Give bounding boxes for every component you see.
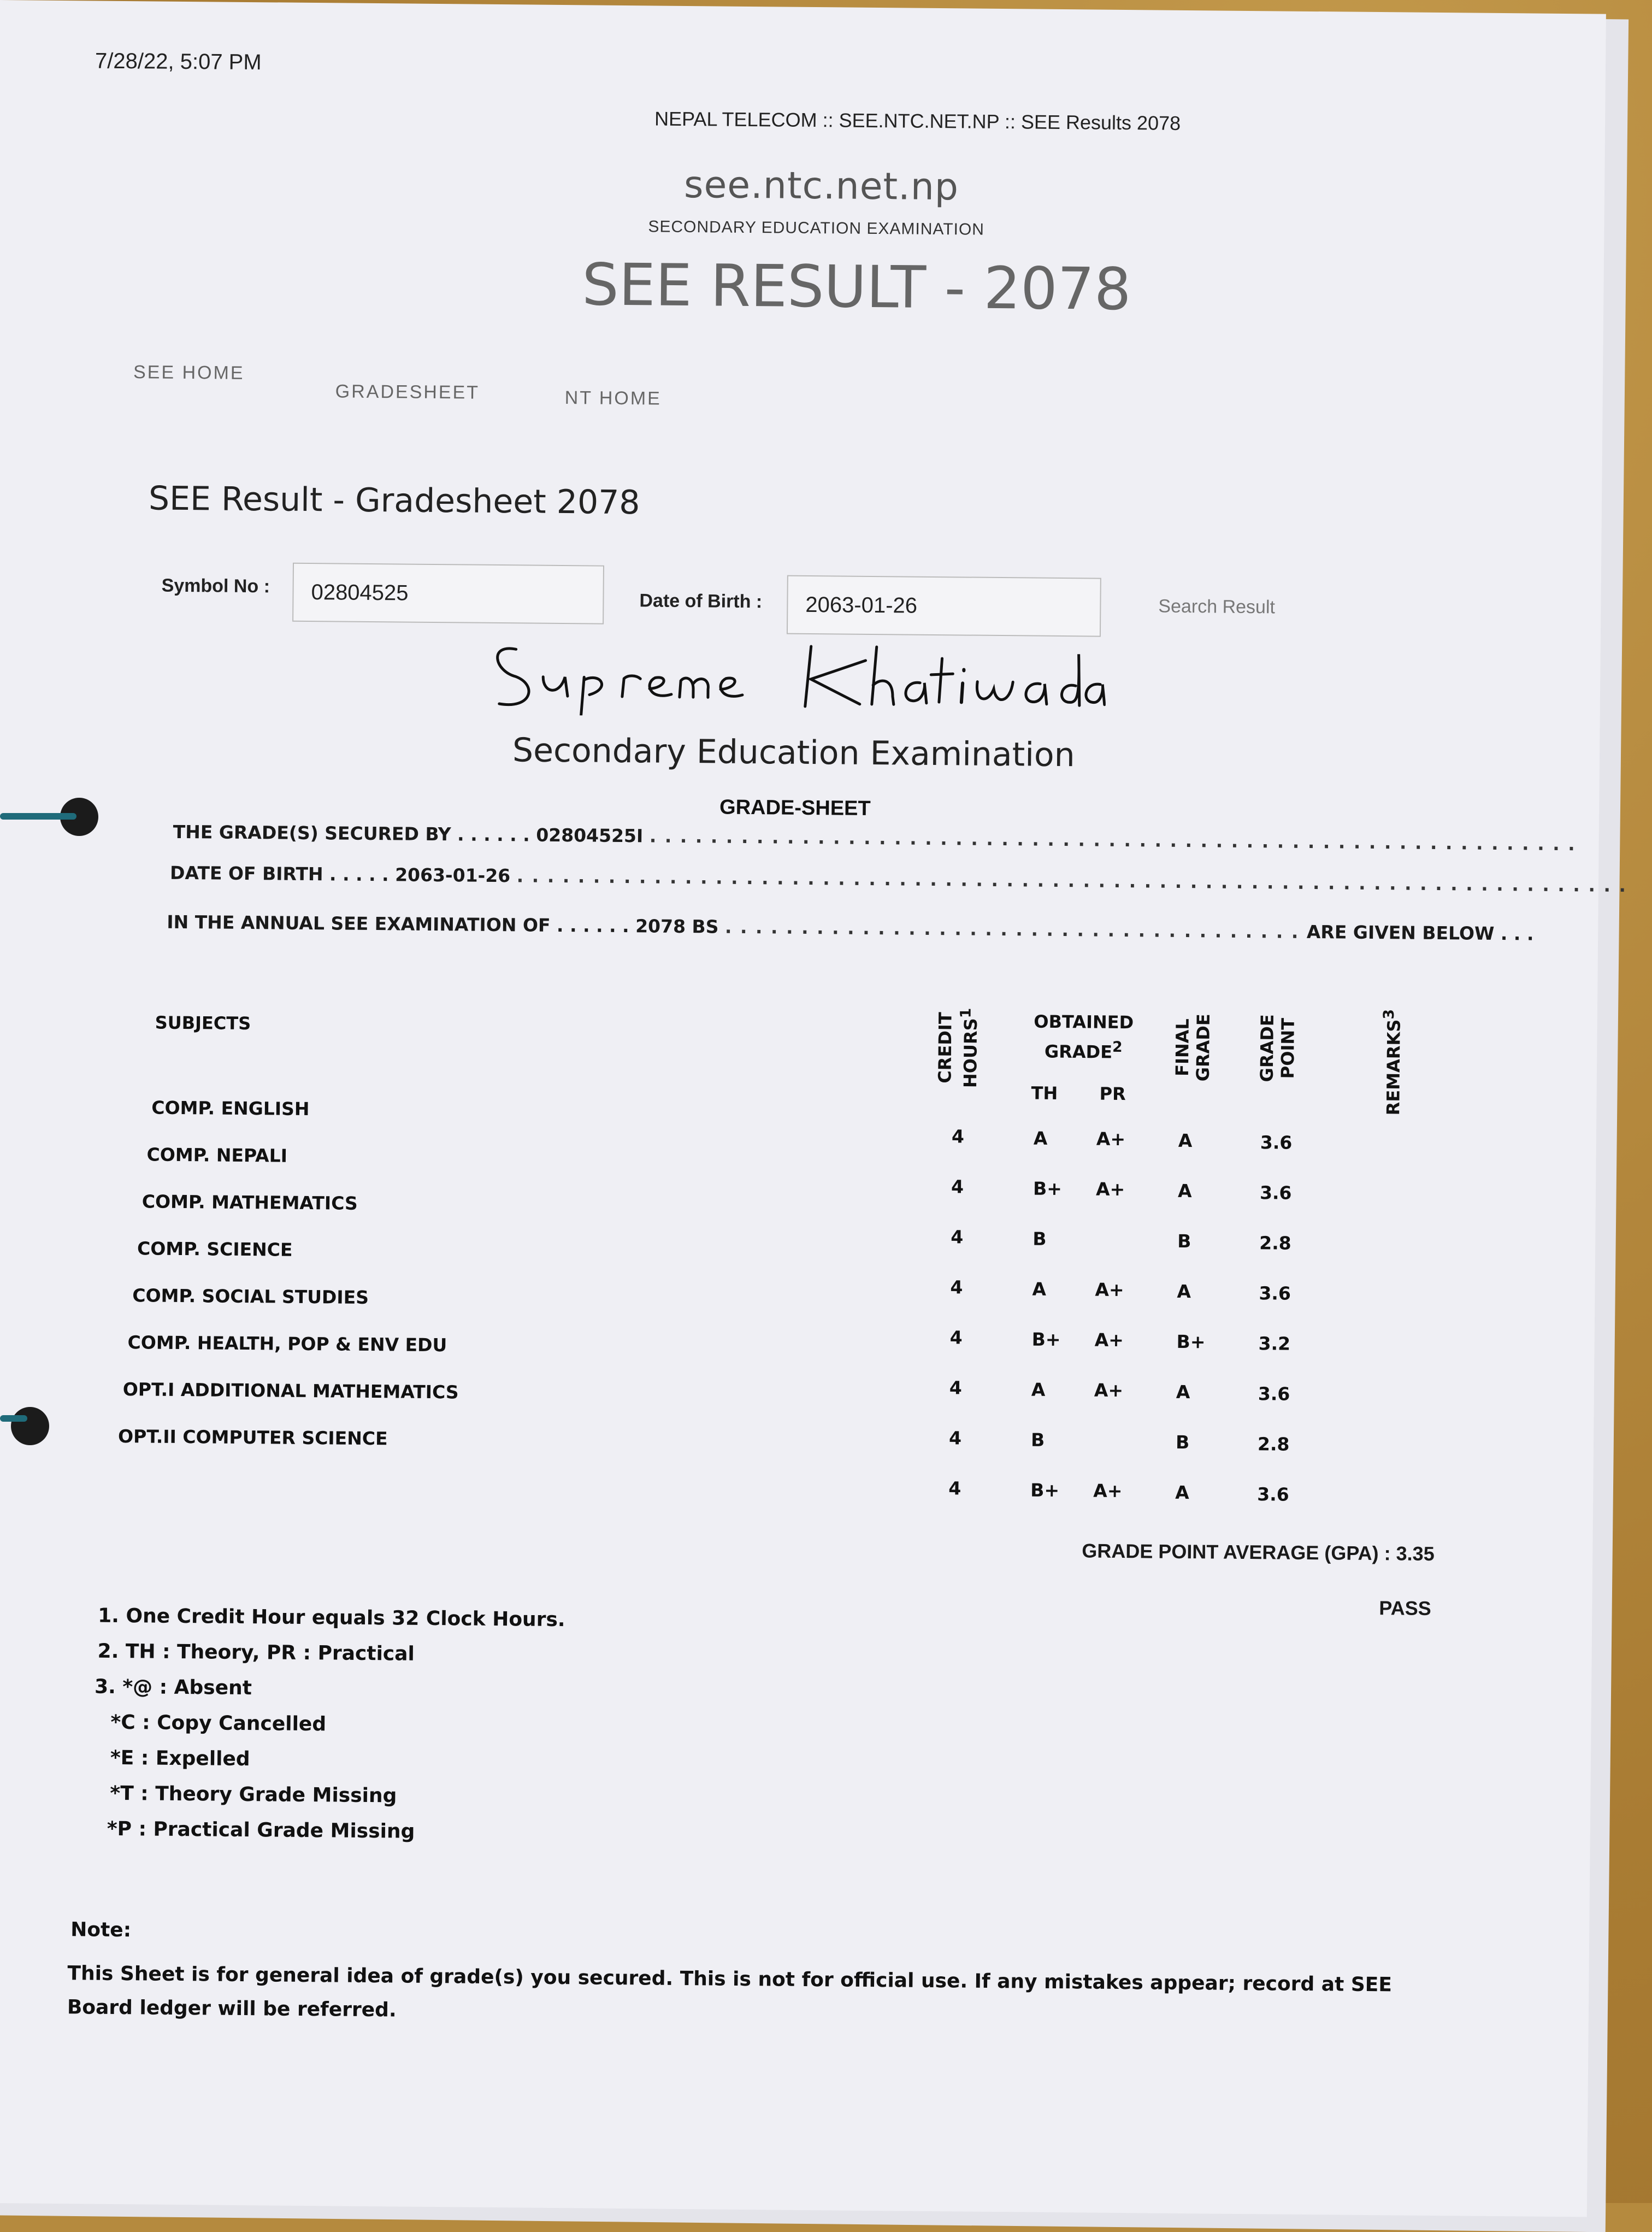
annual-exam-line	[167, 911, 1534, 945]
cell-subject: OPT.II COMPUTER SCIENCE	[117, 1425, 388, 1450]
cell-credit: 4	[948, 1477, 961, 1499]
cell-th: B+	[1032, 1177, 1063, 1200]
col-final-line1: FINAL	[1171, 1018, 1193, 1076]
cell-th: A	[1033, 1127, 1048, 1149]
secured-by-label: THE GRADE(S) SECURED BY . . . . . .	[173, 821, 530, 846]
binder-string	[0, 813, 76, 820]
cell-pr: A+	[1093, 1480, 1123, 1502]
cell-final: A	[1177, 1280, 1191, 1303]
secured-by-line	[173, 821, 1576, 855]
cell-th: B+	[1031, 1328, 1061, 1351]
annual-label: IN THE ANNUAL SEE EXAMINATION OF . . . . . .	[167, 911, 629, 937]
handwritten-name	[483, 633, 1106, 720]
cell-final: B	[1177, 1230, 1191, 1252]
cell-final: B	[1175, 1431, 1190, 1453]
cell-gp: 3.2	[1258, 1333, 1291, 1354]
cell-gp: 3.6	[1259, 1282, 1291, 1304]
footnote-ref-1: 1	[957, 1008, 975, 1018]
gradesheet-heading: GRADE-SHEET	[719, 796, 871, 820]
footnote-item: *E : Expelled	[110, 1746, 250, 1771]
footnote-ref-3: 3	[1380, 1009, 1398, 1020]
cell-pr: A+	[1094, 1379, 1124, 1401]
footnote-item: 1. One Credit Hour equals 32 Clock Hours.	[98, 1604, 565, 1632]
cell-final: A	[1178, 1129, 1193, 1152]
annual-suffix: ARE GIVEN BELOW . . .	[1306, 921, 1534, 945]
nav-nt-home[interactable]: NT HOME	[564, 387, 662, 409]
col-obtained-line2	[1023, 1034, 1143, 1065]
search-result-button[interactable]: Search Result	[1158, 596, 1276, 618]
col-credit-text: HOURS	[960, 1018, 982, 1088]
cell-credit: 4	[951, 1226, 964, 1248]
col-remarks	[1379, 1008, 1404, 1117]
dot-leader: . . . . . . . . . . . . . . . . . . . . . . . . . . . . . . . . . . . . . . . . . . . . . . . . . . . . . . . . . . . . . . . . . . . . . . . . .	[516, 865, 1627, 897]
cell-pr: A+	[1094, 1329, 1124, 1351]
cell-final: A	[1177, 1180, 1192, 1202]
cell-subject: COMP. ENGLISH	[151, 1097, 310, 1120]
col-final-grade	[1172, 998, 1214, 1097]
cell-credit: 4	[951, 1176, 964, 1198]
cell-credit: 4	[949, 1327, 963, 1348]
dot-leader: . . . . . . . . . . . . . . . . . . . . . . . . . . . . . . . . . . . . . . . . . . . . . . . . . . . . . . . . . . . . .	[649, 825, 1576, 855]
dob-line	[170, 862, 1627, 896]
footnote-item: 3. *@ : Absent	[94, 1675, 252, 1700]
note-text: This Sheet is for general idea of grade(s) you secured. This is not for official use. If any mistakes appear; record at SEE Board ledger will be referred.	[67, 1962, 1393, 2022]
cell-subject: COMP. SOCIAL STUDIES	[132, 1285, 369, 1308]
dob-line-label: DATE OF BIRTH . . . . .	[169, 862, 389, 886]
page-title: SEE Result - Gradesheet 2078	[148, 479, 640, 522]
col-grade-point	[1256, 999, 1299, 1098]
cell-th: A	[1032, 1278, 1047, 1300]
annual-value: 2078 BS	[635, 915, 719, 938]
dob-line-value: 2063-01-26	[394, 864, 511, 887]
dob-input[interactable]: 2063-01-26	[787, 575, 1101, 637]
site-subtitle: SECONDARY EDUCATION EXAMINATION	[648, 217, 985, 239]
cell-subject: OPT.I ADDITIONAL MATHEMATICS	[122, 1379, 459, 1403]
secured-by-value: 02804525I	[536, 824, 644, 847]
cell-final: A	[1175, 1481, 1189, 1504]
footnote-item: 2. TH : Theory, PR : Practical	[97, 1640, 415, 1665]
cell-credit: 4	[950, 1276, 963, 1298]
footnote-ref-2: 2	[1112, 1038, 1123, 1056]
exam-title: Secondary Education Examination	[512, 731, 1075, 775]
cell-final: B+	[1176, 1330, 1206, 1353]
col-gp-line2: POINT	[1277, 1017, 1299, 1079]
col-obtained-text: GRADE	[1044, 1041, 1113, 1063]
result-status: PASS	[1379, 1597, 1431, 1619]
col-th: TH	[1031, 1082, 1058, 1104]
cell-credit: 4	[948, 1427, 962, 1449]
cell-credit: 4	[949, 1377, 963, 1399]
col-credit-line1: CREDIT	[934, 1012, 956, 1083]
col-credit-hours	[934, 998, 981, 1097]
cell-th: B+	[1030, 1479, 1060, 1501]
cell-th: B	[1032, 1228, 1047, 1250]
cell-final: A	[1176, 1381, 1190, 1403]
dob-label: Date of Birth :	[639, 590, 763, 613]
cell-gp: 3.6	[1257, 1483, 1289, 1505]
cell-subject: COMP. NEPALI	[146, 1144, 288, 1167]
binder-string	[0, 1415, 27, 1422]
nav-gradesheet[interactable]: GRADESHEET	[335, 381, 480, 403]
cell-pr: A+	[1096, 1128, 1126, 1150]
print-header: NEPAL TELECOM :: SEE.NTC.NET.NP :: SEE Results 2078	[654, 107, 1181, 134]
nav-see-home[interactable]: SEE HOME	[133, 362, 245, 384]
cell-pr: A+	[1095, 1178, 1125, 1200]
cell-pr: A+	[1095, 1279, 1124, 1301]
col-gp-line1: GRADE	[1256, 1014, 1278, 1082]
cell-th: B	[1030, 1429, 1045, 1451]
gpa-summary: GRADE POINT AVERAGE (GPA) : 3.35	[1082, 1539, 1435, 1565]
footnote-item: *P : Practical Grade Missing	[107, 1817, 415, 1843]
binder-hole	[11, 1407, 49, 1445]
cell-gp: 3.6	[1259, 1182, 1292, 1204]
note-heading: Note:	[70, 1918, 132, 1942]
cell-gp: 2.8	[1257, 1433, 1290, 1455]
col-obtained-line1: OBTAINED	[1034, 1011, 1134, 1033]
col-pr: PR	[1099, 1083, 1126, 1105]
cell-subject: COMP. MATHEMATICS	[141, 1191, 358, 1214]
cell-credit: 4	[951, 1126, 965, 1147]
symbol-input[interactable]: 02804525	[292, 563, 604, 625]
cell-th: A	[1031, 1379, 1046, 1400]
symbol-label: Symbol No :	[161, 575, 270, 597]
col-final-line2: GRADE	[1192, 1014, 1214, 1082]
dot-leader: . . . . . . . . . . . . . . . . . . . . . . . . . . . . . . . . . . . . . .	[724, 916, 1307, 943]
cell-subject: COMP. SCIENCE	[137, 1238, 293, 1261]
site-name: see.ntc.net.np	[683, 163, 959, 209]
cell-gp: 3.6	[1258, 1383, 1290, 1405]
col-obtained-grade	[1023, 1009, 1144, 1065]
cell-subject: COMP. HEALTH, POP & ENV EDU	[127, 1332, 447, 1356]
site-title: SEE RESULT - 2078	[581, 251, 1132, 323]
col-remarks-text: REMARKS	[1383, 1019, 1405, 1116]
footnote-item: *C : Copy Cancelled	[110, 1711, 327, 1736]
print-timestamp: 7/28/22, 5:07 PM	[95, 49, 262, 75]
footnote-item: *T : Theory Grade Missing	[110, 1782, 397, 1807]
col-credit-line2	[955, 999, 981, 1097]
cell-gp: 3.6	[1260, 1132, 1293, 1153]
cell-gp: 2.8	[1259, 1232, 1291, 1254]
col-subjects: SUBJECTS	[155, 1012, 251, 1034]
